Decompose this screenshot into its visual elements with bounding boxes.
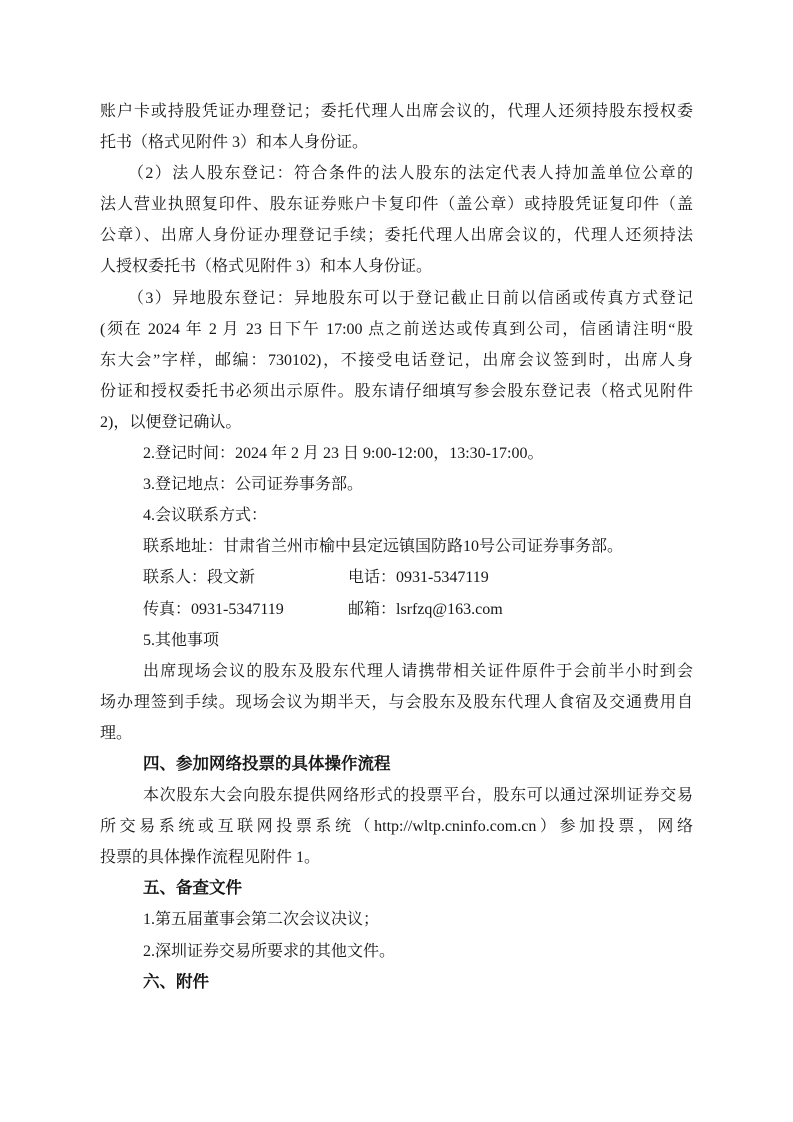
contact-email: 邮箱：lsrfzq@163.com xyxy=(348,600,503,618)
contact-method-line: 4.会议联系方式： xyxy=(143,507,268,525)
text-line: 法人营业执照复印件、股东证券账户卡复印件（盖公章）或持股凭证复印件（盖 xyxy=(100,196,693,214)
contact-phone: 电话：0931-5347119 xyxy=(348,569,489,587)
text-line: 东大会”字样，邮编：730102)，不接受电话登记，出席会议签到时，出席人身 xyxy=(100,351,693,369)
contact-person: 联系人：段文新 xyxy=(143,569,256,587)
contact-fax: 传真：0931-5347119 xyxy=(143,600,284,618)
contact-address-line: 联系地址：甘肃省兰州市榆中县定远镇国防路10号公司证券事务部。 xyxy=(143,538,624,556)
contact-fax-email-row xyxy=(100,594,693,625)
other-matters-line: 5.其他事项 xyxy=(143,631,220,649)
text-line-item-3: （3）异地股东登记：异地股东可以于登记截止日前以信函或传真方式登记 xyxy=(128,289,693,307)
text-line-with-url: 所交易系统或互联网投票系统（http://wltp.cninfo.com.cn）参加投票，网络 xyxy=(100,818,693,836)
section-heading-4: 四、参加网络投票的具体操作流程 xyxy=(143,754,391,773)
document-body xyxy=(100,96,693,998)
text-line-item-2: （2）法人股东登记：符合条件的法人股东的法定代表人持加盖单位公章的 xyxy=(128,165,693,183)
text-line: 人授权委托书（格式见附件 3）和本人身份证。 xyxy=(100,258,433,276)
text-line: 理。 xyxy=(100,724,133,742)
text-line: 公章）、出席人身份证办理登记手续；委托代理人出席会议的，代理人还须持法 xyxy=(100,227,693,245)
reference-doc-line-2: 2.深圳证券交易所要求的其他文件。 xyxy=(143,942,396,960)
reference-doc-line-1: 1.第五届董事会第二次会议决议； xyxy=(143,911,380,929)
text-line: (须在 2024 年 2 月 23 日下午 17:00 点之前送达或传真到公司，信函请注明“股 xyxy=(100,320,693,338)
section-heading-6: 六、附件 xyxy=(143,972,209,991)
text-line: 托书（格式见附件 3）和本人身份证。 xyxy=(100,134,369,152)
registration-place-line: 3.登记地点：公司证券事务部。 xyxy=(143,476,364,494)
registration-time-line: 2.登记时间：2024 年 2 月 23 日 9:00-12:00，13:30-17:00。 xyxy=(143,445,544,463)
text-line: 本次股东大会向股东提供网络形式的投票平台，股东可以通过深圳证券交易 xyxy=(143,787,693,805)
text-line: 投票的具体操作流程见附件 1。 xyxy=(100,849,321,867)
text-line: 2)，以便登记确认。 xyxy=(100,413,242,431)
text-line: 出席现场会议的股东及股东代理人请携带相关证件原件于会前半小时到会 xyxy=(143,662,693,680)
section-heading-5: 五、备查文件 xyxy=(143,879,242,898)
text-line: 场办理签到手续。现场会议为期半天，与会股东及股东代理人食宿及交通费用自 xyxy=(100,693,693,711)
text-line: 账户卡或持股凭证办理登记；委托代理人出席会议的，代理人还须持股东授权委 xyxy=(100,103,693,120)
contact-person-phone-row xyxy=(100,562,693,593)
text-line: 份证和授权委托书必须出示原件。股东请仔细填写参会股东登记表（格式见附件 xyxy=(100,382,693,400)
